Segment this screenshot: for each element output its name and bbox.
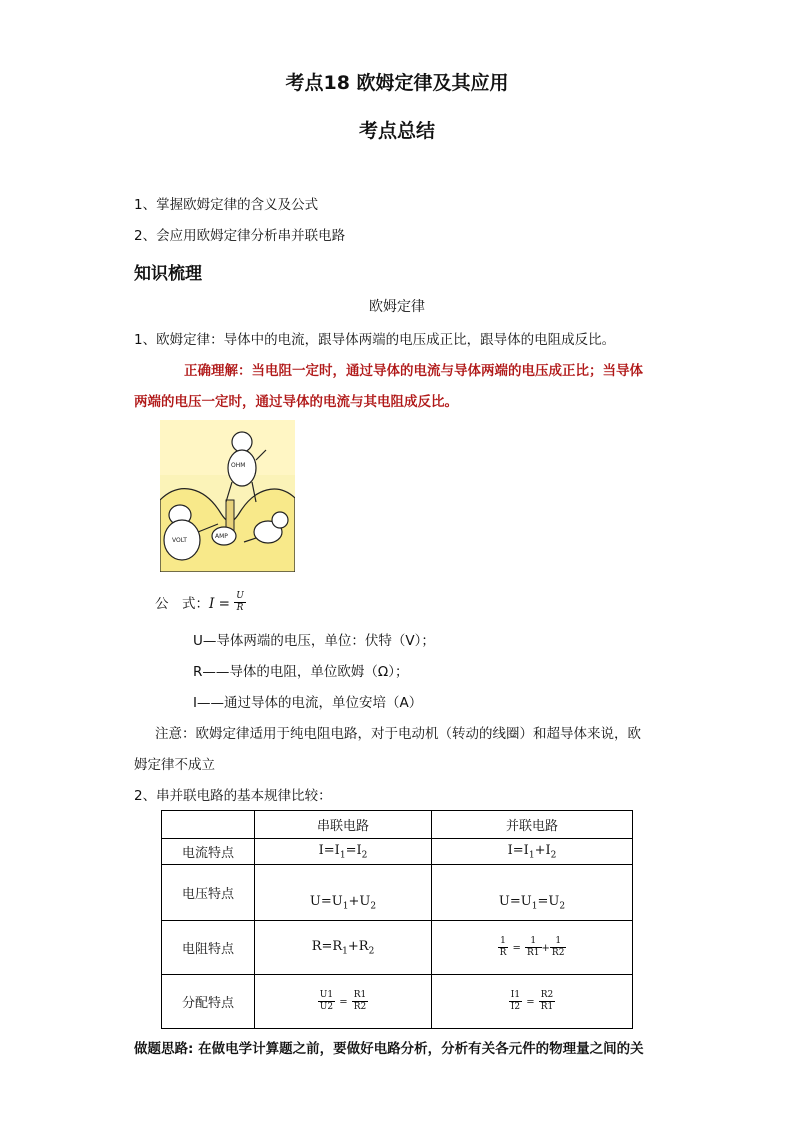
parallel-current-cell: $I=I_1+I_2$: [432, 839, 633, 865]
table-row: [162, 921, 633, 975]
formula-numerator: U: [236, 590, 244, 601]
definition-voltage: U—导体两端的电压，单位：伏特（V）；: [193, 633, 435, 649]
parallel-distribution-cell: $\frac{I1}{I2}$ = $\frac{R2}{R1}$: [432, 975, 633, 1029]
correct-understanding-line2: 两端的电压一定时，通过导体的电流与其电阻成反比。: [134, 394, 458, 410]
series-distribution-cell: $\frac{U1}{U2}$ = $\frac{R1}{R2}$: [255, 975, 432, 1029]
table-header-parallel: 并联电路: [432, 811, 633, 839]
comparison-heading: 2、串并联电路的基本规律比较：: [134, 788, 332, 804]
definition-resistance: R——导体的电阻，单位欧姆（Ω）；: [193, 664, 409, 680]
table-row: [162, 839, 633, 865]
goal-item: 1、掌握欧姆定律的含义及公式: [134, 197, 319, 213]
row-label: 分配特点: [162, 975, 255, 1029]
comparison-table: [161, 810, 633, 1029]
ohm-law-cartoon: [160, 420, 295, 572]
series-voltage-cell: $U=U_1+U_2$: [255, 865, 432, 921]
table-header-row: [162, 811, 633, 839]
row-label: 电流特点: [162, 839, 255, 865]
ohm-label: OHM: [231, 462, 246, 469]
note-line2: 姆定律不成立: [134, 757, 215, 773]
law-statement: 1、欧姆定律：导体中的电流，跟导体两端的电压成正比，跟导体的电阻成反比。: [134, 332, 616, 348]
formula-lhs: I =: [209, 596, 230, 612]
series-resistance-cell: $R=R_1+R_2$: [255, 921, 432, 975]
parallel-resistance-cell: $\frac{1}{R}$ = $\frac{1}{R1}$ + $\frac{1}{R2}$: [432, 921, 633, 975]
center-heading: 欧姆定律: [369, 299, 425, 315]
tip-line: 做题思路: 在做电学计算题之前，要做好电路分析，分析有关各元件的物理量之间的关: [134, 1041, 644, 1057]
row-label: 电压特点: [162, 865, 255, 921]
section-heading: 知识梳理: [134, 264, 202, 284]
table-header-empty: [162, 811, 255, 839]
correct-understanding-line1: 正确理解：当电阻一定时，通过导体的电流与导体两端的电压成正比；当导体: [184, 363, 643, 379]
table-header-series: 串联电路: [255, 811, 432, 839]
definition-current: I——通过导体的电流，单位安培（A）: [193, 695, 423, 711]
table-row: [162, 975, 633, 1029]
formula-label: 公 式：: [155, 596, 209, 612]
document-title: 考点18 欧姆定律及其应用: [285, 72, 509, 94]
table-row: [162, 865, 633, 921]
document-subtitle: 考点总结: [358, 120, 435, 142]
note-line1: 注意：欧姆定律适用于纯电阻电路，对于电动机（转动的线圈）和超导体来说，欧: [155, 726, 641, 742]
volt-label: VOLT: [172, 537, 187, 544]
amp-label: AMP: [215, 533, 228, 540]
goal-item: 2、会应用欧姆定律分析串并联电路: [134, 228, 346, 244]
parallel-voltage-cell: $U=U_1=U_2$: [432, 865, 633, 921]
formula-denominator: R: [236, 602, 244, 613]
row-label: 电阻特点: [162, 921, 255, 975]
formula-line: [155, 592, 246, 616]
series-current-cell: $I=I_1=I_2$: [255, 839, 432, 865]
